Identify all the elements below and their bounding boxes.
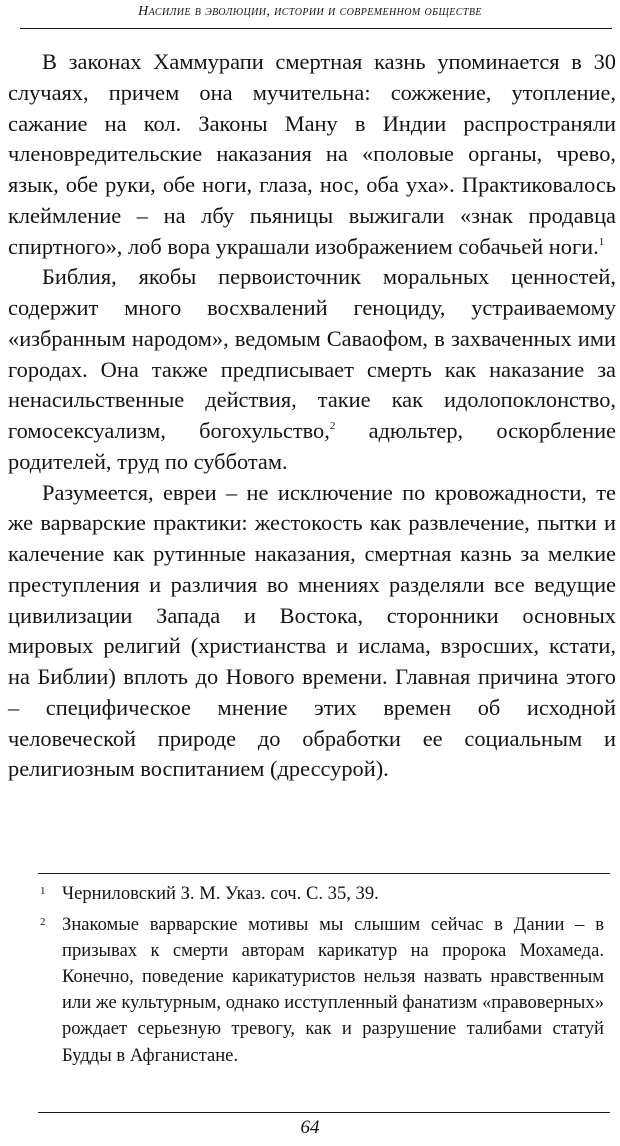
footnote-ref-1: 1 (598, 235, 605, 248)
footnote-ref-2: 2 (329, 420, 336, 432)
main-text (2, 47, 616, 785)
header-rule (20, 28, 612, 29)
paragraph-2-text-end: адюльтер, оскорбление родителей, труд по субботам. (8, 418, 616, 474)
footnote-2 (38, 912, 604, 1069)
footnote-1-text: Черниловский З. М. Указ. соч. С. 35, 39. (62, 883, 379, 904)
footnote-1 (38, 881, 604, 907)
footer-rule (38, 1112, 610, 1113)
footnote-1-number: 1 (40, 885, 46, 897)
running-head: Насилие в эволюции, истории и современном обществе (138, 4, 482, 19)
paragraph-1 (2, 47, 616, 262)
footnote-2-number: 2 (40, 916, 46, 929)
footnote-2-text: Знакомые варварские мотивы мы слышим сейчас в Дании – в призывах к смерти авторам карикатур на пророка Мохамеда. Конечно, поведение карикатуристов нельзя назвать нравственным или же культурным, однако исступленный фанатизм «правоверных» рождает серьезную тревогу, как и разрушение талибами статуй Будды в Афганистане. (62, 914, 604, 1066)
footnotes (38, 881, 604, 1069)
paragraph-3 (2, 478, 616, 786)
paragraph-3-text: Разумеется, евреи – не исключение по кровожадности, те же варварские практики: жестокость как развлечение, пытки и калечение как рутинные наказания, смертная казнь за мелкие преступления и различия во мнениях разделяли все ведущие цивилизации Запада и Востока, сторонники основных мировых религий (христианства и ислама, взросших, кстати, на Библии) вплоть до Нового времени. Главная причина этого – специфическое мнение этих времен об исходной человеческой природе до обработки ее социальным и религиозным воспитанием (дрессурой). (8, 479, 616, 782)
footnote-separator (38, 873, 610, 874)
page-number: 64 (300, 1117, 320, 1138)
paragraph-1-text: В законах Хаммурапи смертная казнь упоминается в 30 случаях, причем она мучительна: сожжение, утопление, сажание на кол. Законы Ману в Индии распространяли членовредительские наказания на «половые органы, чрево, язык, обе руки, обе ноги, глаза, нос, оба уха». Практиковалось клеймление – на лбу пьяницы выжигали «знак продавца спиртного», лоб вора украшали изображением собачьей ноги. (8, 49, 616, 259)
paragraph-2-text-start: Библия, якобы первоисточник моральных ценностей, содержит много восхвалений геноциду, устраиваемому «избранным народом», ведомым Саваофом, в захваченных ими городах. Она также предписывает смерть как наказание за ненасильственные действия, такие как идолопоклонство, гомосексуализм, богохульство, (8, 264, 616, 443)
paragraph-2 (2, 262, 616, 477)
